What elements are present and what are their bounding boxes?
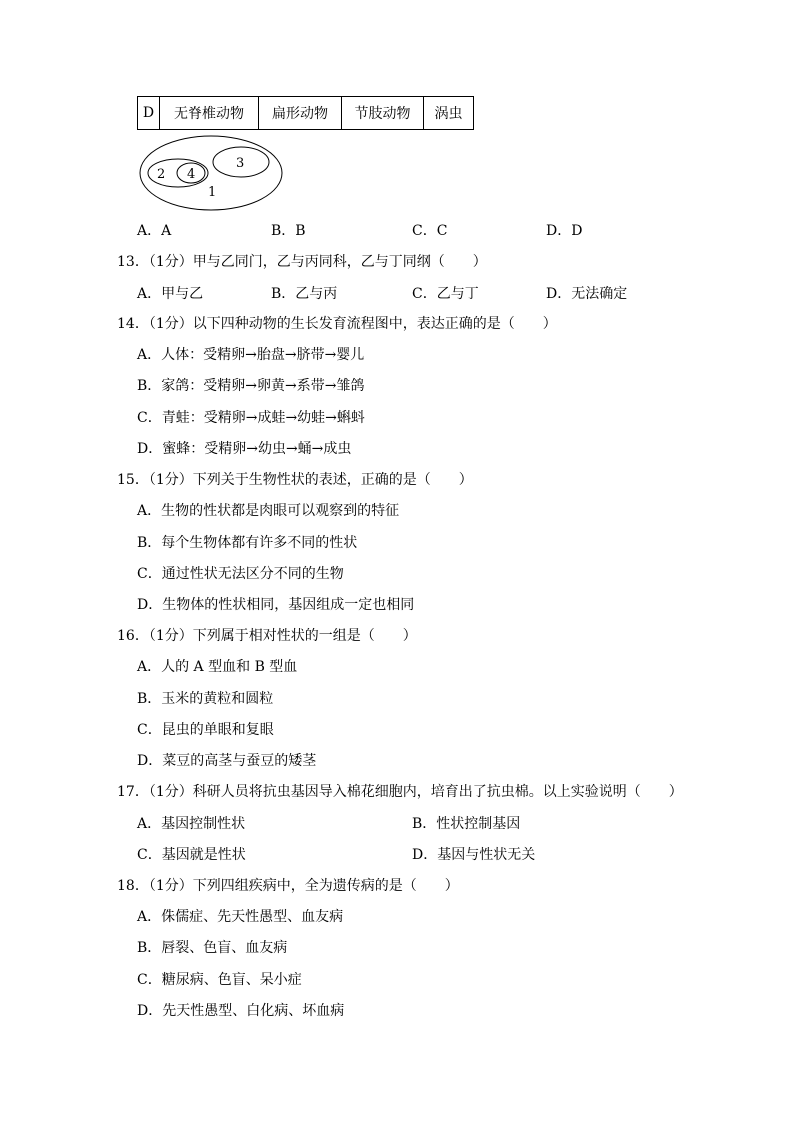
table-cell: D [138, 97, 160, 130]
q18-option-d: D．先天性愚型、白化病、坏血病 [137, 1003, 345, 1019]
q15-stem: 15．（1分）下列关于生物性状的表述，正确的是（ ） [117, 472, 473, 488]
q15-option-c: C．通过性状无法区分不同的生物 [137, 566, 344, 582]
venn-label-3: 3 [236, 156, 245, 171]
venn-diagram [138, 133, 288, 215]
q17-option-d: D．基因与性状无关 [412, 847, 536, 863]
q12-option-b: B．B [271, 223, 306, 239]
table-row [138, 97, 474, 130]
q12-option-a: A．A [137, 223, 172, 239]
q13-option-a: A．甲与乙 [137, 286, 204, 302]
q16-option-d: D．菜豆的高茎与蚕豆的矮茎 [137, 753, 317, 769]
q14-stem: 14．（1分）以下四种动物的生长发育流程图中，表达正确的是（ ） [117, 316, 557, 332]
q15-option-a: A．生物的性状都是肉眼可以观察到的特征 [137, 503, 400, 519]
classification-table [137, 96, 474, 130]
q14-option-b: B．家鸽：受精卵→卵黄→系带→雏鸽 [137, 378, 365, 394]
q17-stem: 17．（1分）科研人员将抗虫基因导入棉花细胞内，培育出了抗虫棉。以上实验说明（ ） [117, 784, 683, 800]
q14-option-d: D．蜜蜂：受精卵→幼虫→蛹→成虫 [137, 441, 352, 457]
q16-stem: 16．（1分）下列属于相对性状的一组是（ ） [117, 628, 417, 644]
q18-option-b: B．唇裂、色盲、血友病 [137, 940, 288, 956]
q17-option-b: B．性状控制基因 [412, 816, 521, 832]
table-cell: 涡虫 [424, 97, 474, 130]
q17-option-a: A．基因控制性状 [137, 816, 246, 832]
venn-label-2: 2 [157, 167, 166, 182]
venn-label-4: 4 [187, 167, 196, 182]
q15-option-b: B．每个生物体都有许多不同的性状 [137, 535, 358, 551]
q13-option-c: C．乙与丁 [412, 286, 479, 302]
q16-option-a: A．人的 A 型血和 B 型血 [137, 659, 298, 675]
q12-option-c: C．C [412, 223, 448, 239]
table-cell: 无脊椎动物 [160, 97, 259, 130]
q14-option-a: A．人体：受精卵→胎盘→脐带→婴儿 [137, 347, 365, 363]
q16-option-b: B．玉米的黄粒和圆粒 [137, 691, 274, 707]
q12-option-d: D．D [546, 223, 583, 239]
q13-stem: 13．（1分）甲与乙同门，乙与丙同科，乙与丁同纲（ ） [117, 254, 487, 270]
q18-option-a: A．侏儒症、先天性愚型、血友病 [137, 909, 344, 925]
table-cell: 扁形动物 [259, 97, 342, 130]
q14-option-c: C．青蛙：受精卵→成蛙→幼蛙→蝌蚪 [137, 410, 365, 426]
table-cell: 节肢动物 [342, 97, 424, 130]
q17-option-c: C．基因就是性状 [137, 847, 246, 863]
q13-option-b: B．乙与丙 [271, 286, 338, 302]
venn-label-1: 1 [208, 185, 217, 200]
q18-stem: 18．（1分）下列四组疾病中，全为遗传病的是（ ） [117, 878, 459, 894]
q18-option-c: C．糖尿病、色盲、呆小症 [137, 972, 302, 988]
q15-option-d: D．生物体的性状相同，基因组成一定也相同 [137, 597, 415, 613]
q13-option-d: D．无法确定 [546, 286, 628, 302]
q16-option-c: C．昆虫的单眼和复眼 [137, 722, 274, 738]
